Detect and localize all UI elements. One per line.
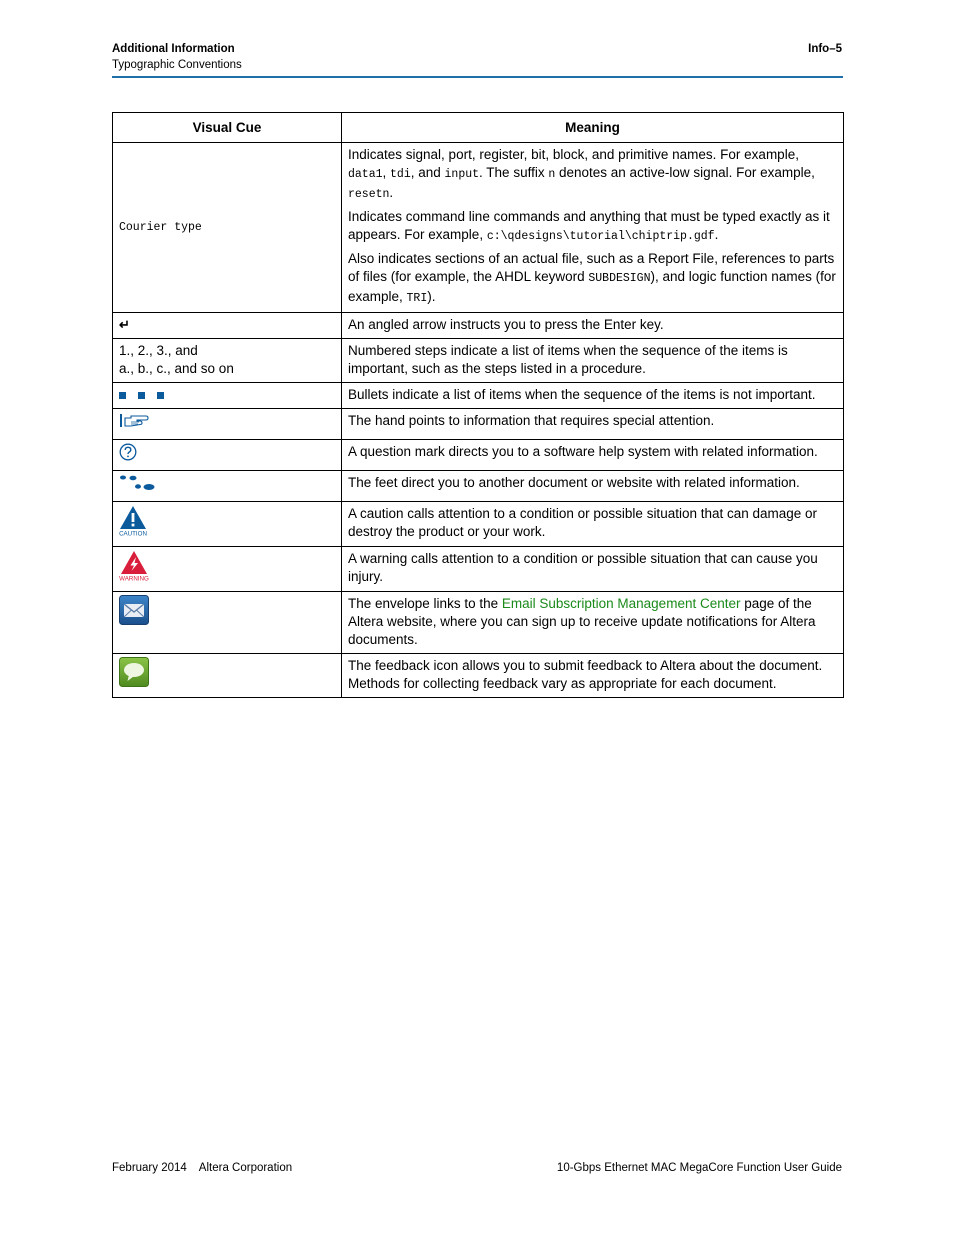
caution-icon-label: CAUTION	[119, 530, 147, 537]
meaning-bullets: Bullets indicate a list of items when the sequence of the items is not important.	[342, 383, 844, 409]
cue-feet	[113, 471, 342, 502]
meaning-enter: An angled arrow instructs you to press the Enter key.	[342, 313, 844, 339]
footer-left	[112, 1162, 304, 1174]
meaning-feedback: The feedback icon allows you to submit feedback to Altera about the document. Methods for collecting feedback vary as appropriate for each document.	[342, 654, 844, 698]
meaning-courier	[342, 143, 844, 313]
header-page-number: Info–5	[808, 43, 842, 55]
table-row	[113, 471, 844, 502]
footprints-icon	[119, 474, 157, 492]
meaning-warning: A warning calls attention to a condition or possible situation that can cause you injury.	[342, 547, 844, 592]
bullet-square	[119, 392, 126, 399]
bullet-square	[138, 392, 145, 399]
meaning-question: A question mark directs you to a software help system with related information.	[342, 440, 844, 471]
table-row	[113, 143, 844, 313]
column-header-meaning: Meaning	[342, 113, 844, 143]
meaning-hand: The hand points to information that requires special attention.	[342, 409, 844, 440]
warning-icon	[119, 550, 153, 582]
courier-paragraph-1: Indicates signal, port, register, bit, block, and primitive names. For example, data1, tdi, and input. The suffix n denotes an active-low signal. For example, resetn.	[348, 147, 815, 201]
header-rule	[112, 76, 843, 78]
cue-steps	[113, 339, 342, 383]
header-section-title: Additional Information	[112, 43, 235, 55]
footer-doc-title: 10-Gbps Ethernet MAC MegaCore Function User Guide	[556, 1162, 842, 1174]
meaning-feet: The feet direct you to another document or website with related information.	[342, 471, 844, 502]
table-row	[113, 440, 844, 471]
cue-warning	[113, 547, 342, 592]
conventions-table	[112, 112, 844, 698]
footer-date: February 2014	[112, 1162, 187, 1174]
cue-feedback	[113, 654, 342, 698]
table-header-row	[113, 113, 844, 143]
cue-caution	[113, 502, 342, 547]
steps-label-line-1: 1., 2., 3., and	[119, 343, 198, 358]
bullet-square	[157, 392, 164, 399]
email-subscription-link[interactable]: Email Subscription Management Center	[501, 596, 741, 611]
column-header-visual-cue: Visual Cue	[113, 113, 342, 143]
cue-courier	[113, 143, 342, 313]
envelope-icon	[119, 595, 149, 625]
header-subsection: Typographic Conventions	[112, 59, 242, 71]
cue-enter	[113, 313, 342, 339]
steps-label-line-2: a., b., c., and so on	[119, 361, 234, 376]
table-row	[113, 592, 844, 654]
meaning-steps: Numbered steps indicate a list of items when the sequence of the items is important, such as the steps listed in a procedure.	[342, 339, 844, 383]
warning-icon-label: WARNING	[119, 575, 149, 582]
meaning-caution: A caution calls attention to a condition or possible situation that can damage or destroy the product or your work.	[342, 502, 844, 547]
courier-type-label: Courier type	[119, 221, 202, 234]
question-mark-icon	[119, 443, 137, 461]
table-row	[113, 313, 844, 339]
courier-paragraph-2: Indicates command line commands and anything that must be typed exactly as it appears. For example, c:\qdesigns\tutorial\chiptrip.gdf.	[348, 209, 830, 243]
cue-question	[113, 440, 342, 471]
table-row	[113, 339, 844, 383]
footer-company: Altera Corporation	[198, 1162, 293, 1174]
table-row	[113, 654, 844, 698]
table-row	[113, 502, 844, 547]
table-row	[113, 383, 844, 409]
feedback-bubble-icon[interactable]	[119, 657, 149, 687]
table-row	[113, 547, 844, 592]
table-row	[113, 409, 844, 440]
cue-hand	[113, 409, 342, 440]
pointing-hand-icon	[119, 412, 151, 430]
meaning-envelope: The envelope links to the Email Subscription Management Center page of the Altera website, where you can sign up to receive update notifications for Altera documents.	[342, 592, 844, 654]
enter-arrow-icon: ↵	[119, 317, 130, 332]
cue-envelope	[113, 592, 342, 654]
caution-icon	[119, 505, 151, 537]
courier-paragraph-3: Also indicates sections of an actual file, such as a Report File, references to parts of files (for example, the AHDL keyword SUBDESIGN), and logic function names (for example, TRI).	[348, 251, 836, 305]
bullet-squares-icon	[113, 383, 342, 409]
